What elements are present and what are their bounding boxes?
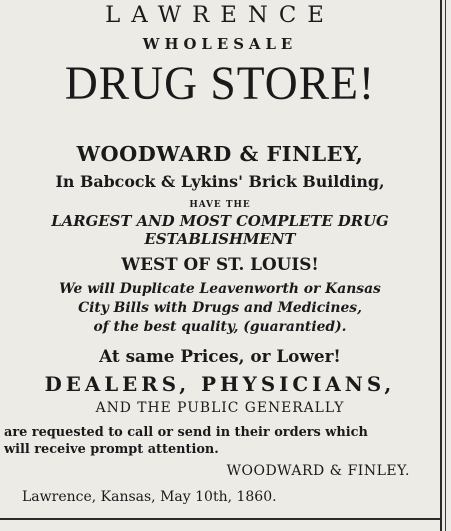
location-line: In Babcock & Lykins' Brick Building, [55,172,385,191]
duplicate-line-1: We will Duplicate Leavenworth or Kansas [59,281,381,297]
headline-lawrence: LAWRENCE [105,2,335,28]
dealers-physicians-line: DEALERS, PHYSICIANS, [44,372,396,396]
column-rule-thin [445,0,446,531]
public-generally-line: AND THE PUBLIC GENERALLY [95,400,345,416]
west-of-st-louis-line: WEST OF ST. LOUIS! [121,254,319,274]
have-the-line: HAVE THE [189,200,251,210]
signature-line: WOODWARD & FINLEY. [226,463,410,479]
prices-line: At same Prices, or Lower! [99,346,341,366]
headline-wholesale: WHOLESALE [142,35,298,53]
duplicate-line-3: of the best quality, (guarantied). [93,319,347,335]
proprietors-name: WOODWARD & FINLEY, [76,141,364,166]
requested-line-2: will receive prompt attention. [4,442,219,457]
headline-drug-store: DRUG STORE! [64,55,376,110]
bottom-rule [0,518,440,520]
largest-line: LARGEST AND MOST COMPLETE DRUG [51,212,389,230]
duplicate-line-2: City Bills with Drugs and Medicines, [78,300,362,316]
requested-line-1: are requested to call or send in their orders which [4,425,368,440]
establishment-line: ESTABLISHMENT [144,230,296,248]
dateline: Lawrence, Kansas, May 10th, 1860. [22,489,277,505]
